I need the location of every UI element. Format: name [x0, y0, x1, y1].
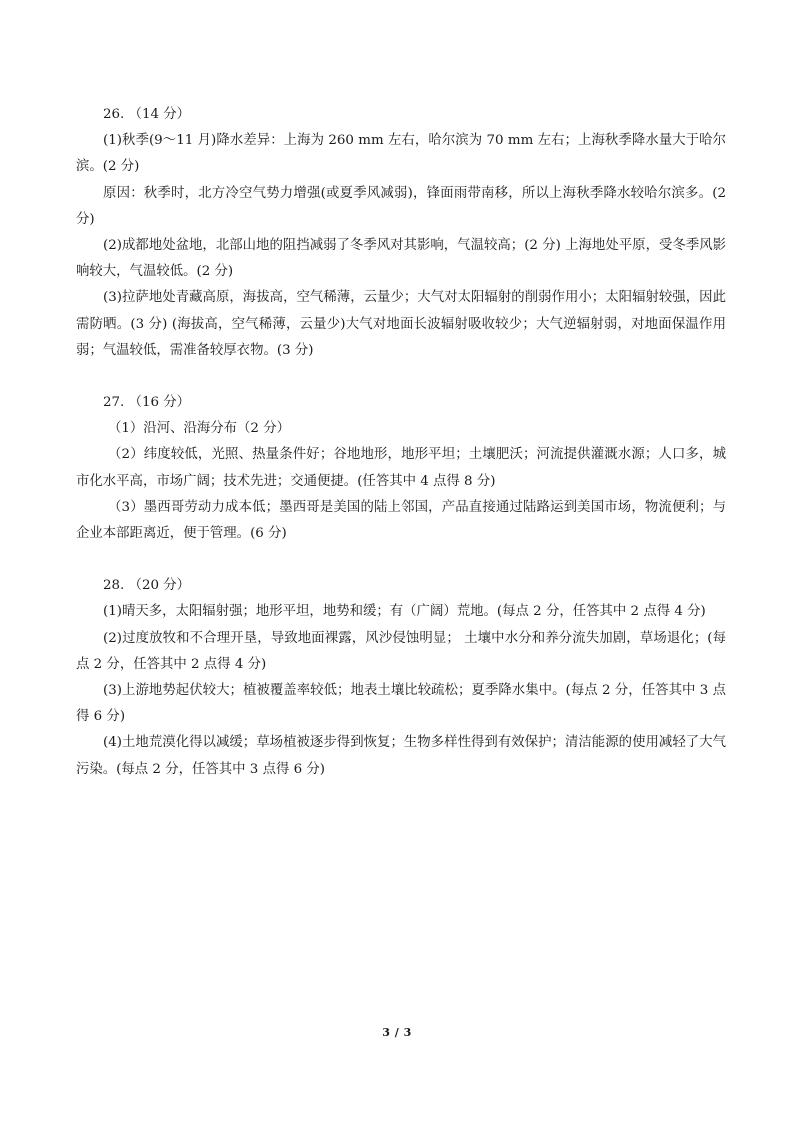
question-26-header: 26. （14 分） [103, 107, 191, 122]
answer-content [76, 102, 726, 783]
question-26-part-1: (1)秋季(9～11 月)降水差异：上海为 260 mm 左右，哈尔滨为 70 mm 左右；上海秋季降水量大于哈尔滨。(2 分) [76, 133, 726, 175]
question-27-header: 27. （16 分） [103, 395, 191, 411]
page-number: 3 / 3 [382, 1026, 412, 1039]
question-26-part-2: (2)成都地处盆地，北部山地的阻挡减弱了冬季风对其影响，气温较高；(2 分) 上海地处平原，受冬季风影响较大，气温较低。(2 分) [76, 238, 726, 280]
question-28-part-4: (4)土地荒漠化得以减缓；草场植被逐步得到恢复；生物多样性得到有效保护；清洁能源的使用减轻了大气污染。(每点 2 分，任答其中 3 点得 6 分) [76, 735, 726, 777]
question-28-part-3: (3)上游地势起伏较大；植被覆盖率较低；地表土壤比较疏松；夏季降水集中。(每点 2 分，任答其中 3 点得 6 分) [76, 683, 726, 725]
question-28-part-2: (2)过度放牧和不合理开垦，导致地面裸露，风沙侵蚀明显； 土壤中水分和养分流失加剧，草场退化；(每点 2 分，任答其中 2 点得 4 分) [76, 630, 726, 672]
question-26-part-3: (3)拉萨地处青藏高原，海拔高，空气稀薄，云量少；大气对太阳辐射的削弱作用小；太阳辐射较强，因此需防晒。(3 分) (海拔高，空气稀薄，云量少)大气对地面长波辐射吸收较少；大气逆辐射弱，对地面保温作用弱；气温较低，需准备较厚衣物。(3 分) [76, 290, 726, 358]
question-28-header: 28. （20 分） [103, 578, 191, 594]
question-27-part-1: （1）沿河、沿海分布（2 分） [108, 421, 290, 437]
question-27-part-2: （2）纬度较低，光照、热量条件好；谷地地形，地形平坦；土壤肥沃；河流提供灌溉水源；人口多，城市化水平高，市场广阔；技术先进；交通便捷。(任答其中 4 点得 8 分) [76, 447, 726, 489]
question-26 [76, 102, 726, 364]
question-27 [76, 390, 726, 547]
question-28 [76, 573, 726, 783]
question-26-part-1-reason: 原因：秋季时，北方冷空气势力增强(或夏季风减弱)，锋面雨带南移，所以上海秋季降水较哈尔滨多。(2 分) [76, 185, 726, 227]
question-28-part-1: (1)晴天多，太阳辐射强；地形平坦，地势和缓；有（广阔）荒地。(每点 2 分，任答其中 2 点得 4 分) [103, 604, 706, 620]
question-27-part-3: （3）墨西哥劳动力成本低；墨西哥是美国的陆上邻国，产品直接通过陆路运到美国市场，物流便利；与企业本部距离近，便于管理。(6 分) [76, 499, 726, 542]
